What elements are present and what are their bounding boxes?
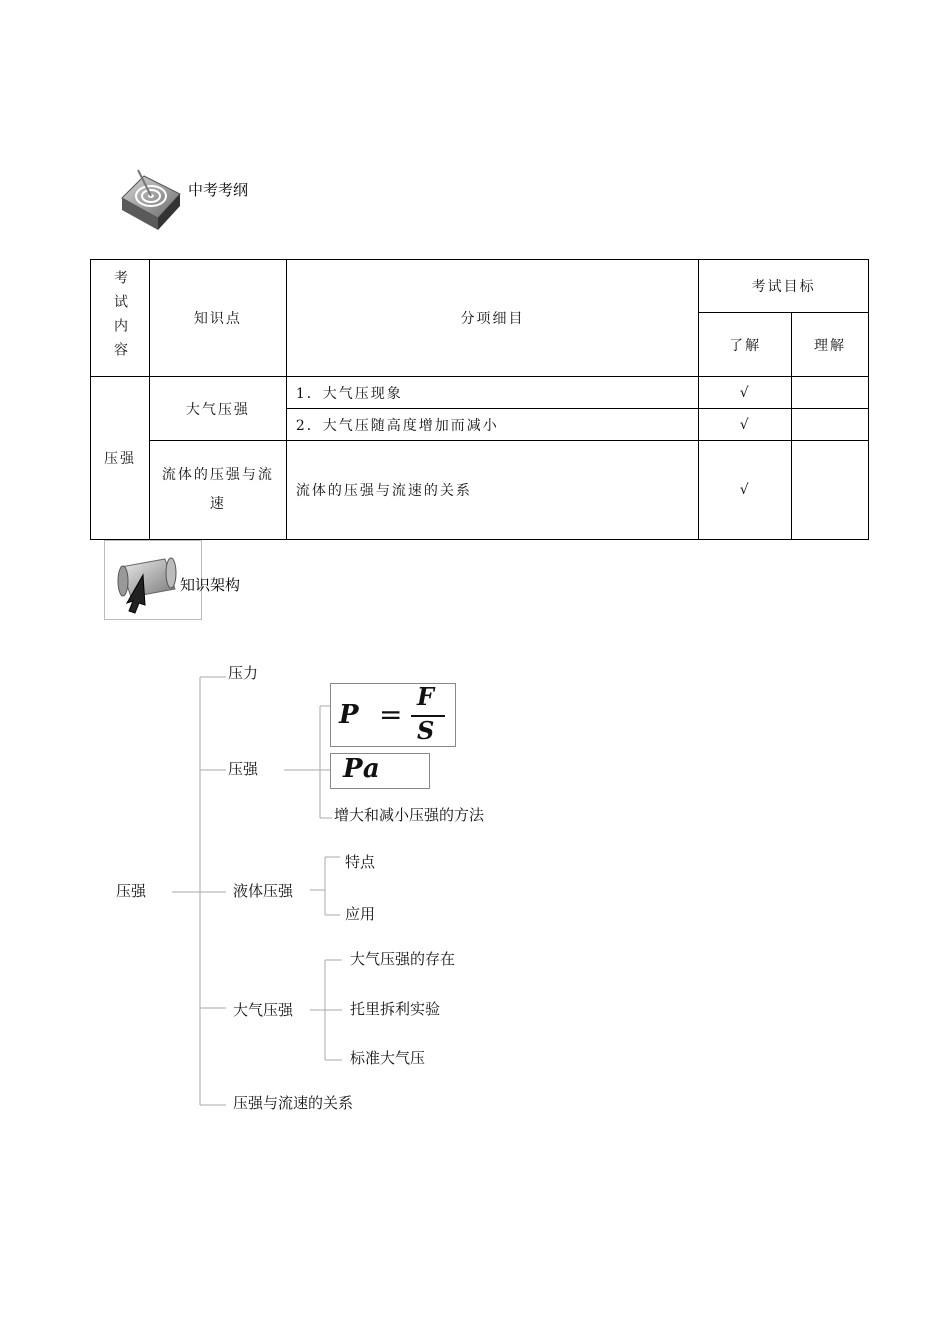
node-atm-pressure: 大气压强 — [233, 1001, 294, 1019]
node-feature: 特点 — [345, 853, 376, 871]
formula-s: S — [417, 716, 435, 745]
understand-check: √ — [699, 441, 792, 540]
node-increase-decrease: 增大和减小压强的方法 — [334, 806, 485, 824]
formula-f: F — [417, 682, 435, 711]
knowledge-point-cell: 大气压强 — [149, 377, 286, 441]
header-sub-items: 分项细目 — [286, 260, 698, 377]
sub-item-cell: 流体的压强与流速的关系 — [286, 441, 698, 540]
node-atm-existence: 大气压强的存在 — [350, 950, 456, 968]
sub-item-cell: 1．大气压现象 — [286, 377, 698, 409]
sub-item-cell: 2．大气压随高度增加而减小 — [286, 409, 698, 441]
node-standard-atm: 标准大气压 — [350, 1049, 426, 1067]
node-pressure: 压强 — [228, 760, 259, 778]
node-torricelli: 托里拆利实验 — [350, 1000, 441, 1018]
header-understand: 了解 — [699, 313, 792, 377]
formula-p: P — [339, 700, 359, 730]
unit-pascal: Pa — [330, 753, 430, 789]
mindmap-root: 压强 — [116, 882, 147, 900]
understand-check: √ — [699, 377, 792, 409]
header-exam-content: 考试内容 — [91, 260, 150, 377]
node-pressure-force: 压力 — [228, 664, 259, 682]
header-comprehend: 理解 — [792, 313, 869, 377]
node-flow-relation: 压强与流速的关系 — [233, 1094, 354, 1112]
understand-check: √ — [699, 409, 792, 441]
node-application: 应用 — [345, 905, 376, 923]
knowledge-framework-heading: 知识架构 — [180, 576, 241, 594]
formula-pressure — [330, 683, 456, 747]
formula-equals: = — [379, 698, 403, 731]
knowledge-point-cell: 流体的压强与流速 — [149, 441, 286, 540]
exam-outline-heading: 中考考纲 — [188, 181, 249, 199]
category-cell: 压强 — [91, 377, 150, 540]
header-knowledge-point: 知识点 — [149, 260, 286, 377]
node-liquid-pressure: 液体压强 — [233, 882, 294, 900]
header-exam-goal: 考试目标 — [699, 260, 869, 313]
